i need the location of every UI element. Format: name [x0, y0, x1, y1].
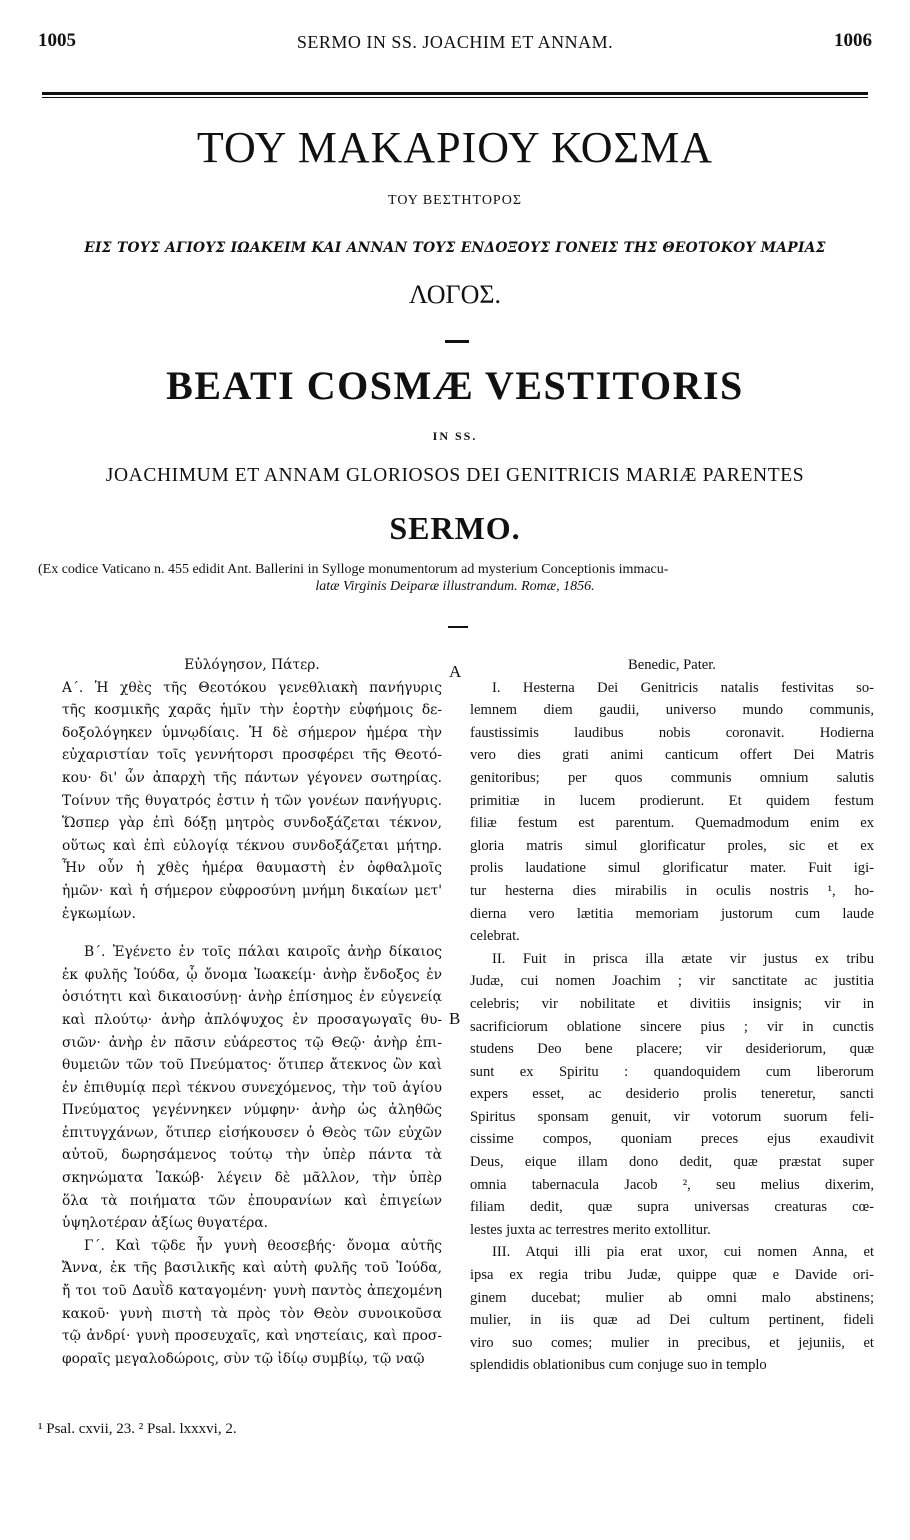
greek-column-line: ὅλα τὰ ποιήματα τῶν ἐπουρανίων καὶ ἐπιγείων [62, 1192, 442, 1209]
greek-column-line: ἤ τοι τοῦ Δαυῒδ καταγομένη· γυνὴ παντὸς ἀπεχομένη [62, 1283, 442, 1300]
greek-column [62, 654, 442, 1370]
greek-column-line: Ἄννα, ἐκ τῆς βασιλικῆς καὶ αὐτὴ φυλῆς τοῦ Ἰούδα, [62, 1260, 442, 1277]
greek-author-title: ΤΟΥ ΜΑΚΑΡΙΟΥ ΚΟΣΜΑ [196, 123, 714, 172]
footnotes: ¹ Psal. cxvii, 23. ² Psal. lxxxvi, 2. [38, 1421, 237, 1437]
latin-column-line: gloria matris simul glorificatur proles, sic et ex [470, 837, 874, 854]
latin-sermo: SERMO. [389, 510, 521, 546]
latin-column-line: Spiritus sponsam genuit, vir votorum suorum feli- [470, 1108, 874, 1125]
latin-in: IN SS. [432, 429, 478, 443]
header-rule [42, 92, 868, 95]
greek-column-line: Εὐλόγησον, Πάτερ. [184, 657, 320, 673]
latin-column-line: faustissimis laudibus nobis coronavit. Hodierna [470, 724, 874, 741]
latin-column-line: I. Hesterna Dei Genitricis natalis festivitas so- [492, 679, 874, 696]
latin-column-line: lemnem diem gaudii, universo mundo communis, [470, 702, 874, 719]
running-title: SERMO IN SS. JOACHIM ET ANNAM. [296, 32, 614, 52]
latin-column-line: primitiæ in lucem prodierunt. Et quidem festum [470, 792, 874, 809]
latin-column-line: Judæ, cui nomen Joachim ; vir sanctitate ac justitia [470, 973, 874, 990]
greek-column-line: ἡμῶν· καὶ ἡ σήμερον εὐφροσύνη μνήμη δικαίων μετ' [62, 882, 442, 899]
latin-column [470, 654, 874, 1377]
greek-column-line: ὑψηλοτέραν ἀξίως θυγατέρα. [62, 1215, 269, 1232]
latin-column-line: filiæ festum est parentum. Quemadmodum enim ex [470, 815, 874, 832]
greek-column-line: Ἦν οὖν ἡ χθὲς ἡμέρα θαυμαστὴ ἐν ὀφθαλμοῖς [62, 860, 442, 877]
source-note-line-1: (Ex codice Vaticano n. 455 edidit Ant. Ballerini in Sylloge monumentorum ad mysterium Conceptionis immacu- [38, 562, 669, 577]
latin-subject: JOACHIMUM ET ANNAM GLORIOSOS DEI GENITRICIS MARIÆ PARENTES [105, 465, 805, 486]
latin-column-line: II. Fuit in prisca illa ætate vir justus ex tribu [492, 950, 874, 967]
greek-column-line: ἐπιτυγχάνων, ὅτιπερ εἰσήκουσεν ὁ Θεὸς τῶν εὐχῶν [62, 1124, 442, 1141]
latin-column-line: sacrificiorum oblatione sincere pius ; vir in cunctis [470, 1018, 874, 1035]
greek-column-line: Ὥσπερ γὰρ ἐπὶ δόξῃ μητρὸς συνδοξάζεται τέκνον, [62, 815, 442, 832]
greek-column-line: Β΄. Ἐγένετο ἐν τοῖς πάλαι καιροῖς ἀνὴρ δίκαιος [84, 944, 442, 961]
greek-column-line: ὁσιότητι καὶ δικαιοσύνῃ· ἀνὴρ ἐπίσημος ἐν εὐγενείᾳ [62, 989, 442, 1006]
latin-column-line: omnia tabernacula Jacob ², seu melius dixerim, [470, 1176, 874, 1193]
margin-letter-b: B [449, 1009, 461, 1028]
latin-column-line: splendidis oblationibus cum conjuge suo in templo [470, 1357, 767, 1374]
greek-column-line: ἐν ἐπιθυμίᾳ περὶ τέκνου συνεχόμενος, τὴν τοῦ ἁγίου [62, 1079, 442, 1096]
greek-column-line: φοραῖς μεγαλοδώροις, σὺν τῷ ἰδίῳ συμβίῳ, τῷ ναῷ [62, 1350, 425, 1367]
latin-column-line: studens Deo bene placere; vir desideriorum, quæ [470, 1041, 874, 1058]
latin-column-line: vero dies grati animi canticum offert Dei Matris [470, 747, 874, 764]
latin-column-line: mulier, in iis quæ ad Dei cultum pertinent, fideli [470, 1312, 874, 1329]
greek-column-line: θυμειῶν τῶν τοῦ Πνεύματος· ὅτιπερ ἄτεκνος ὢν καὶ [62, 1057, 442, 1074]
latin-column-line: Benedic, Pater. [628, 657, 716, 673]
greek-column-line: εὐχαριστίαν τοῖς γεννήτορσι προσφέρει τῆς Θεοτό- [62, 747, 442, 764]
source-note-line-2: latæ Virginis Deiparæ illustrandum. Romæ, 1856. [315, 579, 595, 594]
source-note [38, 561, 872, 595]
latin-column-line: prolis laudatione simul glorificatur mater. Fuit igi- [470, 860, 874, 877]
greek-column-line: σκηνώματα Ἰακώβ· λέγειν δὲ μᾶλλον, τὴν ὑπὲρ [62, 1170, 442, 1187]
latin-column-line: III. Atqui illi pia erat uxor, cui nomen Anna, et [492, 1244, 874, 1261]
greek-column-line: κου· δι' ὧν ἀπαρχὴ τῆς πάντων γέγονεν σωτηρίας. [62, 769, 442, 786]
greek-column-line: κακοῦ· γυνὴ πιστὴ τὰ πρὸς τὸν Θεὸν συνοικοῦσα [62, 1305, 442, 1322]
greek-column-line: Γ΄. Καὶ τῷδε ἦν γυνὴ θεοσεβής· ὄνομα αὐτῆς [84, 1237, 442, 1254]
page-number-right: 1006 [834, 30, 872, 51]
latin-column-line: celebris; vir nobilitate et divitiis insignis; vir in [470, 995, 874, 1012]
greek-column-line: δοξολόγηκεν ὑμνῳδίαις. Ἡ δὲ σήμερον ἡμέρα τὴν [62, 724, 442, 741]
greek-column-line: ἐκ φυλῆς Ἰούδα, ᾧ ὄνομα Ἰωακείμ· ἀνὴρ ἔνδοξος ἐν [62, 966, 442, 983]
latin-column-line: lestes juxta ac terrestres merito extollitur. [470, 1221, 711, 1238]
latin-author-title: BEATI COSMÆ VESTITORIS [166, 363, 744, 408]
header-rule-thin [42, 97, 868, 98]
paragraph-gap [62, 925, 442, 941]
greek-column-line: τῷ ἀνδρί· γυνὴ προσευχαῖς, καὶ νηστείαις, καὶ προσ- [62, 1328, 442, 1345]
latin-column-line: Deus, eique illam dono dedit, quæ præstat super [470, 1154, 874, 1171]
latin-column-line: expers esset, ac desiderio prolis teneretur, sancti [470, 1086, 874, 1103]
title-divider [445, 340, 469, 343]
greek-column-line: οὕτως καὶ ἐπὶ εὐλογίᾳ τέκνου συνδοξάζεται μήτηρ. [62, 837, 442, 854]
latin-column-line: sunt ex Spiritu : quandoquidem cum liberorum [470, 1063, 874, 1080]
page-number-left: 1005 [38, 30, 76, 51]
latin-column-line: ipsa ex regia tribu Judæ, quippe quæ e Davide ori- [470, 1267, 874, 1284]
section-divider [448, 626, 468, 628]
latin-column-line: ginem ducebat; mulier ab omni malo abstinens; [470, 1289, 874, 1306]
greek-column-line: τῆς κοσμικῆς χαρᾶς ἡμῖν τὴν ἑορτὴν εὐφήμοις δε- [62, 702, 442, 719]
greek-column-line: Πνεύματος γεγέννηκεν νύμφην· ἀνὴρ ὡς ἀληθῶς [62, 1102, 442, 1119]
margin-letter-a: A [449, 662, 462, 681]
greek-epithet: ΤΟΥ ΒΕΣΤΗΤΟΡΟΣ [388, 193, 522, 208]
greek-column-line: Τοίνυν τῆς θυγατρός ἐστιν ἡ τῶν γονέων πανήγυρις. [62, 792, 442, 809]
greek-subject: ΕΙΣ ΤΟΥΣ ΑΓΙΟΥΣ ΙΩΑΚΕΙΜ ΚΑΙ ΑΝΝΑΝ ΤΟΥΣ ΕΝΔΟΞΟΥΣ ΓΟΝΕΙΣ ΤΗΣ ΘΕΟΤΟΚΟΥ ΜΑΡΙΑΣ [84, 240, 826, 256]
greek-logos: ΛΟΓΟΣ. [408, 280, 501, 309]
latin-column-line: cissime compos, quoniam preces ejus exaudivit [470, 1131, 874, 1148]
greek-column-line: αὐτοῦ, δωρησάμενος τούτῳ τὴν ὑπὲρ πάντα τὰ [62, 1147, 442, 1164]
running-header [38, 30, 872, 60]
latin-column-line: celebrat. [470, 928, 520, 945]
latin-column-line: tur hesterna dies mirabilis in oculis nostris ¹, ho- [470, 882, 874, 899]
latin-column-line: genitoribus; per quos communis omnium salutis [470, 769, 874, 786]
greek-column-line: Α΄. Ἡ χθὲς τῆς Θεοτόκου γενεθλιακὴ πανήγυρις [62, 679, 442, 696]
latin-column-line: dierna vero lætitia memoriam justorum cum laude [470, 905, 874, 922]
greek-column-line: σιῶν· ἀνὴρ ἐν πᾶσιν εὐάρεστος τῷ Θεῷ· ἀνὴρ ἐπι- [62, 1034, 442, 1051]
greek-column-line: καὶ πλούτῳ· ἀνὴρ ἀπλόψυχος ἐν προσαγωγαῖς θυ- [62, 1011, 442, 1028]
greek-column-line: ἐγκωμίων. [62, 905, 136, 922]
latin-column-line: viro suo comes; mulier in precibus, et jejuniis, et [470, 1334, 874, 1351]
latin-column-line: filiam dedit, quæ supra universas creaturas cœ- [470, 1199, 874, 1216]
